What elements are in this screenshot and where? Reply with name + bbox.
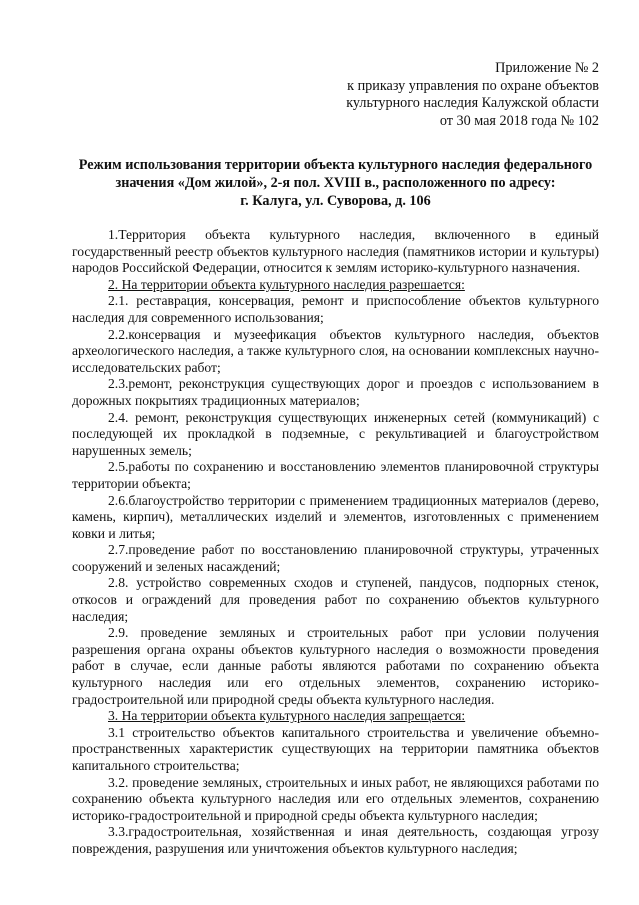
paragraph: 3.3.градостроительная, хозяйственная и иная деятельность, создающая угрозу повреждения, разрушения или уничтожения объектов культурного наследия; [72, 824, 599, 856]
paragraph: 2.2.консервация и музеефикация объектов культурного наследия, объектов археологического наследия, а также культурного слоя, на основании комплексных научно-исследовательских работ; [72, 326, 599, 375]
paragraph: 2.9. проведение земляных и строительных работ при условии получения разрешения органа охраны объектов культурного наследия о возможности проведения работ в случае, если данные работы являются работами по сохранению объекта культурного наследия или его отдельных элементов, сохранению историко-градостроительной или природной среды объекта культурного наследия. [72, 625, 599, 707]
paragraph: 3.2. проведение земляных, строительных и иных работ, не являющихся работами по сохранению объекта культурного наследия или его отдельных элементов, сохранению историко-градостроительной и природной среды объекта культурного наследия; [72, 774, 599, 823]
paragraph: 2.8. устройство современных сходов и ступеней, пандусов, подпорных стенок, откосов и ограждений для проведения работ по сохранению объектов культурного наследия; [72, 575, 599, 624]
document-body [72, 227, 599, 858]
appendix-order-ref: к приказу управления по охране объектов [347, 77, 599, 94]
title-line: Режим использования территории объекта культурного наследия федерального [78, 157, 593, 173]
appendix-number: Приложение № 2 [495, 60, 599, 76]
title-line: г. Калуга, ул. Суворова, д. 106 [240, 193, 431, 209]
paragraph: 2.1. реставрация, консервация, ремонт и приспособление объектов культурного наследия для современного использования; [72, 293, 599, 325]
paragraph: 3.1 строительство объектов капитального строительства и увеличение объемно-пространственных характеристик существующих на территории памятника объектов капитального строительства; [72, 724, 599, 773]
paragraph: 2.4. ремонт, реконструкция существующих инженерных сетей (коммуникаций) с последующей их прокладкой в подземные, с рекультивацией и благоустройством нарушенных земель; [72, 409, 599, 458]
appendix-date: от 30 мая 2018 года № 102 [439, 112, 599, 129]
appendix-authority: культурного наследия Калужской области [346, 95, 599, 111]
section-heading-prohibited: 3. На территории объекта культурного наследия запрещается: [108, 708, 466, 724]
paragraph: 2.7.проведение работ по восстановлению планировочной структуры, утраченных сооружений и зеленых насаждений; [72, 542, 599, 574]
paragraph: 2.6.благоустройство территории с применением традиционных материалов (дерево, камень, кирпич), металлических изделий и элементов, изготовленных с применением ковки и литья; [72, 492, 599, 541]
appendix-header [72, 60, 599, 130]
paragraph: 2.5.работы по сохранению и восстановлению элементов планировочной структуры территории объекта; [72, 459, 599, 491]
section-heading-allowed: 2. На территории объекта культурного наследия разрешается: [108, 276, 465, 292]
paragraph: 2.3.ремонт, реконструкция существующих дорог и проездов с использованием в дорожных покрытиях традиционных материалов; [72, 376, 599, 408]
paragraph: 1.Территория объекта культурного наследия, включенного в единый государственный реестр объектов культурного наследия (памятников истории и культуры) народов Российской Федерации, относится к землям историко-культурного назначения. [72, 227, 599, 276]
title-line: значения «Дом жилой», 2-я пол. XVIII в., расположенного по адресу: [115, 175, 556, 191]
document-title [72, 156, 599, 210]
